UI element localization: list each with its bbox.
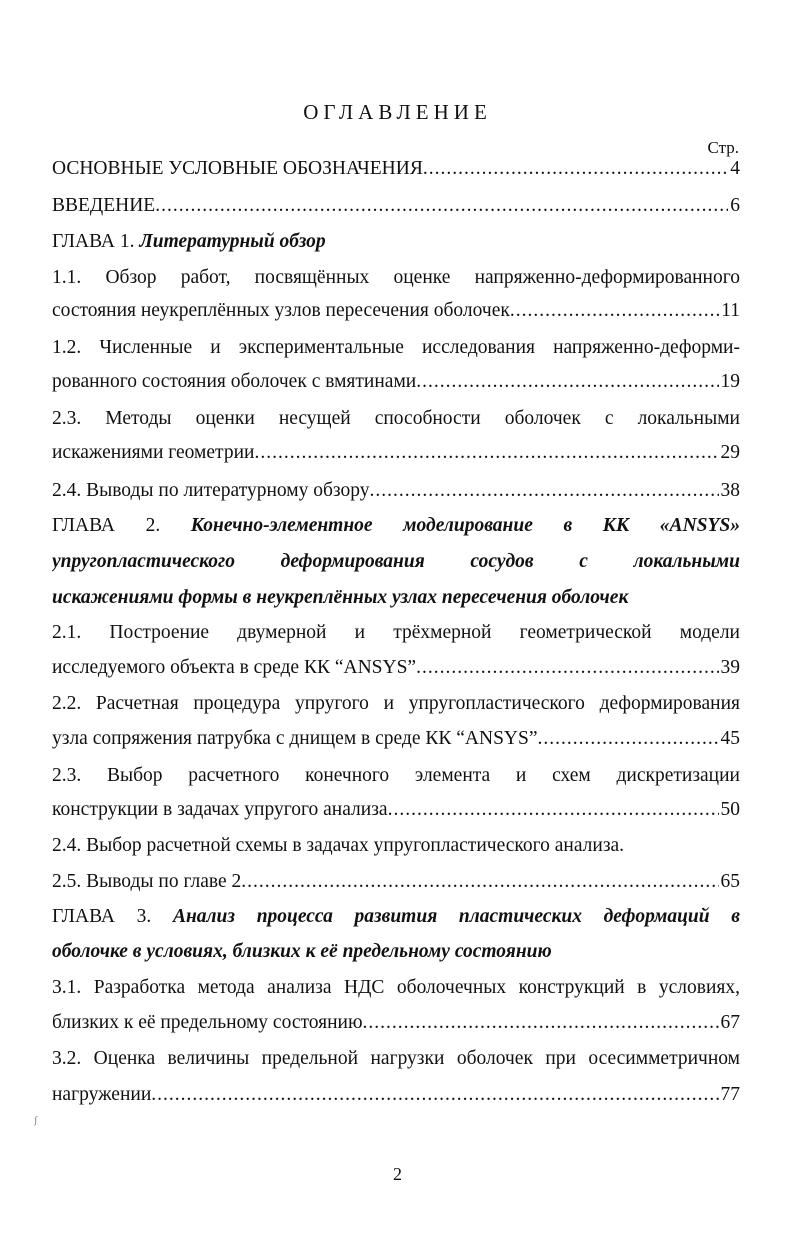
page-column-label: Стр. — [707, 138, 739, 157]
toc-entry-3-1-line1: 3.1. Разработка метода анализа НДС оболочечных конструкций в условиях, — [52, 977, 740, 998]
toc-entry-1-2-line1: 1.2. Численные и экспериментальные исследования напряженно-деформи- — [52, 337, 740, 358]
toc-chapter-3-line2: оболочке в условиях, близких к её предельному состоянию — [52, 941, 552, 962]
toc-entry-1-2-line2: рованного состояния оболочек с вмятинами ..... 19 — [52, 368, 740, 396]
toc-chapter-2-line2: упругопластического деформирования сосудов с локальными — [52, 551, 740, 572]
toc-entry-ch2-2-3-line2: конструкции в задачах упругого анализа ..... 50 — [52, 796, 740, 824]
toc-entry-2-3-line2: искажениями геометрии ..... 29 — [52, 439, 740, 467]
toc-entry-1-1-line2: состояния неукреплённых узлов пересечения оболочек ..... 11 — [52, 297, 740, 325]
toc-entry-3-2-line2: нагружении ..... 77 — [52, 1081, 740, 1109]
toc-chapter-1: ГЛАВА 1. Литературный обзор — [52, 231, 326, 252]
scan-speck: ʃ — [34, 1115, 38, 1126]
toc-entry-2-2-line2: узла сопряжения патрубка с днищем в среде КК “ANSYS” ..... 45 — [52, 725, 740, 753]
toc-chapter-2-line1: ГЛАВА 2. Конечно-элементное моделирование в КК «ANSYS» — [52, 515, 740, 536]
toc-entry-notation: ОСНОВНЫЕ УСЛОВНЫЕ ОБОЗНАЧЕНИЯ ..... 4 — [52, 155, 740, 183]
toc-entry-2-4: 2.4. Выводы по литературному обзору ..... 38 — [52, 477, 740, 505]
toc-entry-1-1-line1: 1.1. Обзор работ, посвящённых оценке напряженно-деформированного — [52, 267, 740, 288]
toc-entry-2-5: 2.5. Выводы по главе 2 ..... 65 — [52, 868, 740, 896]
toc-entry-2-1-line1: 2.1. Построение двумерной и трёхмерной геометрической модели — [52, 622, 740, 643]
toc-chapter-2-line3: искажениями формы в неукреплённых узлах пересечения оболочек — [52, 587, 629, 608]
toc-entry-2-2-line1: 2.2. Расчетная процедура упругого и упругопластического деформирования — [52, 693, 740, 714]
toc-entry-ch2-2-3-line1: 2.3. Выбор расчетного конечного элемента и схем дискретизации — [52, 765, 740, 786]
toc-entry-2-1-line2: исследуемого объекта в среде КК “ANSYS” ..... 39 — [52, 654, 740, 682]
toc-entry-3-1-line2: близких к её предельному состоянию ..... 67 — [52, 1009, 740, 1037]
page-number: 2 — [393, 1164, 402, 1184]
page-title: ОГЛАВЛЕНИЕ — [303, 100, 492, 124]
toc-entry-2-3-line1: 2.3. Методы оценки несущей способности оболочек с локальными — [52, 408, 740, 429]
toc-entry-introduction: ВВЕДЕНИЕ ..... 6 — [52, 192, 740, 220]
toc-entry-ch2-2-4: 2.4. Выбор расчетной схемы в задачах упругопластического анализа. — [52, 835, 625, 856]
toc-entry-3-2-line1: 3.2. Оценка величины предельной нагрузки оболочек при осесимметричном — [52, 1048, 740, 1069]
toc-chapter-3-line1: ГЛАВА 3. Анализ процесса развития пластических деформаций в — [52, 906, 740, 927]
